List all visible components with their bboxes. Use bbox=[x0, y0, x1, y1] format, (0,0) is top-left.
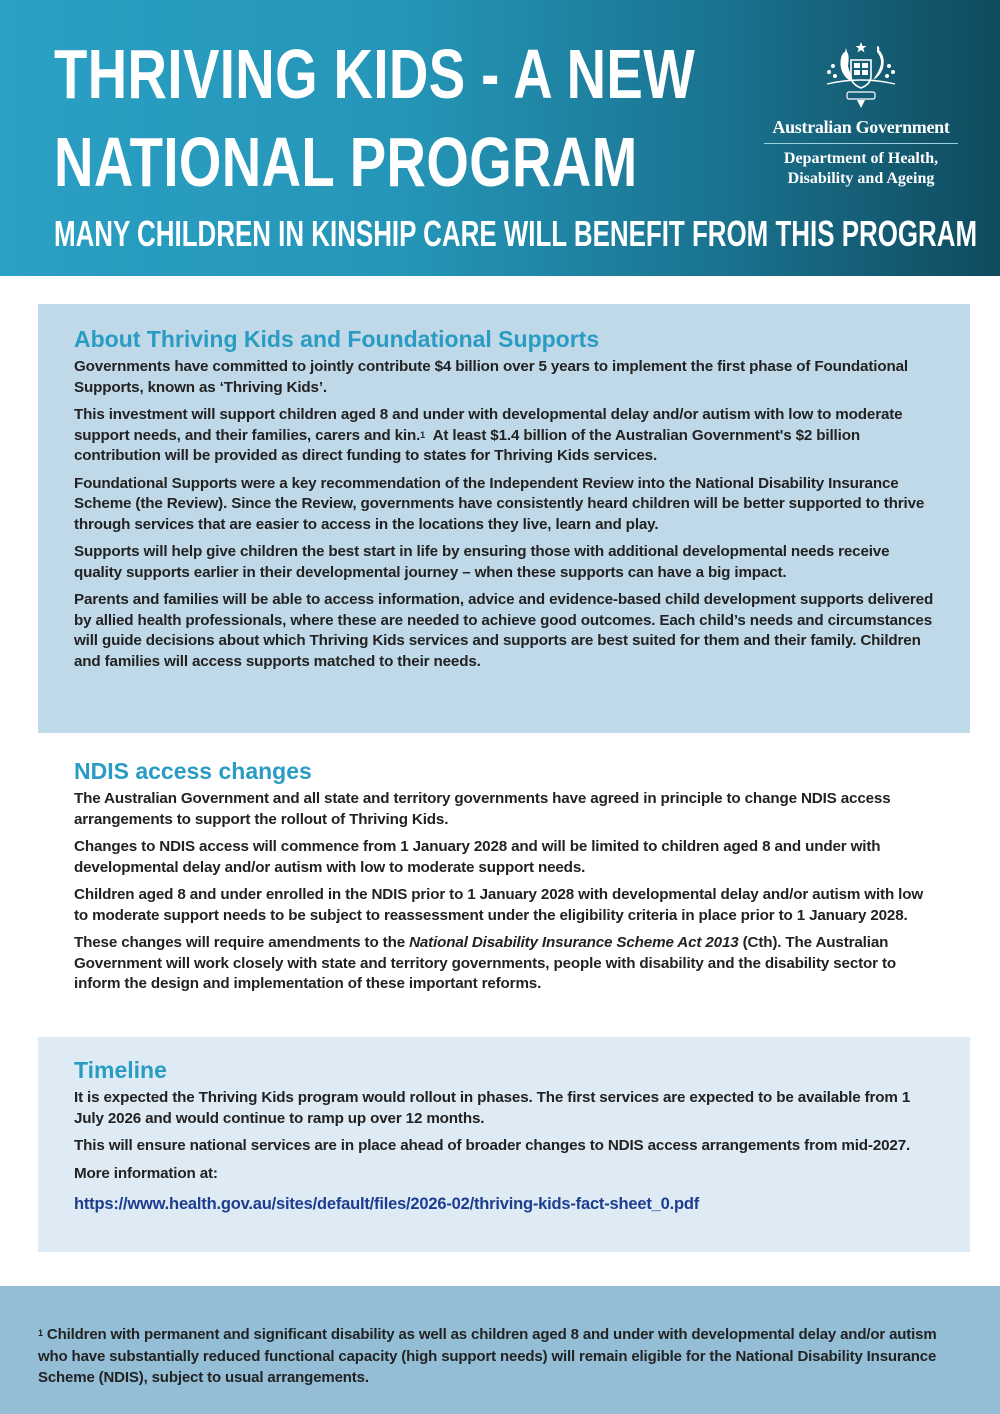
ndis-section bbox=[38, 750, 970, 1025]
about-paragraph-1: Governments have committed to jointly contribute $4 billion over 5 years to implement the first phase of Foundational Supports, known as ‘Thriving Kids’. bbox=[74, 358, 908, 396]
department-line-2: Disability and Ageing bbox=[787, 170, 935, 187]
ndis-act-after: (Cth). The Australian Government will work closely with state and territory governments, people with disability and the disability sector to inform the design and implementation of these important reforms. bbox=[74, 934, 897, 992]
footnote-reference: 1 bbox=[420, 429, 425, 440]
about-heading: About Thriving Kids and Foundational Supports bbox=[74, 326, 600, 352]
ndis-heading: NDIS access changes bbox=[74, 758, 312, 784]
footnote-body: Children with permanent and significant disability as well as children aged 8 and under with developmental delay and/or autism who have substantially reduced functional capacity (high support needs) will remain eligible for the National Disability Insurance Scheme (NDIS), subject to usual arrangements. bbox=[38, 1326, 937, 1386]
ndis-paragraph-3: Children aged 8 and under enrolled in the NDIS prior to 1 January 2028 with developmental delay and/or autism with low to moderate support needs to be subject to reassessment under the eligibility criteria in place prior to 1 January 2028. bbox=[74, 886, 924, 924]
timeline-paragraph-2: This will ensure national services are in place ahead of broader changes to NDIS access arrangements from mid-2027. bbox=[74, 1137, 911, 1154]
footnote-marker: 1 bbox=[38, 1328, 43, 1338]
about-paragraph-4: Supports will help give children the best start in life by ensuring those with additional developmental needs receive quality supports earlier in their developmental journey – when these supports can have a big impact. bbox=[74, 543, 890, 581]
footnote-text bbox=[38, 1324, 962, 1389]
about-paragraph-2a: This investment will support children aged 8 and under with developmental delay and/or autism with low to moderate support needs, and their families, carers and kin. bbox=[74, 406, 903, 444]
timeline-section bbox=[38, 1037, 970, 1252]
header-banner bbox=[0, 0, 1000, 276]
ndis-paragraph-1: The Australian Government and all state and territory governments have agreed in principle to change NDIS access arrangements to support the rollout of Thriving Kids. bbox=[74, 790, 891, 828]
page-title bbox=[54, 30, 696, 206]
logo-divider bbox=[764, 143, 958, 144]
department-line-1: Department of Health, bbox=[783, 150, 939, 167]
about-paragraph-2b: At least $1.4 billion of the Australian Government's $2 billion contribution will be provided as direct funding to states for Thriving Kids services. bbox=[74, 426, 860, 464]
more-info-label: More information at: bbox=[74, 1164, 218, 1182]
about-paragraph-3: Foundational Supports were a key recommendation of the Independent Review into the National Disability Insurance Scheme (the Review). Since the Review, governments have consistently heard children will be better supported to thrive through services that are easier to access in the locations they live, learn and play. bbox=[74, 474, 925, 533]
coat-of-arms-icon bbox=[811, 40, 911, 110]
ndis-paragraph-4 bbox=[74, 933, 934, 995]
ndis-paragraph-2: Changes to NDIS access will commence from 1 January 2028 and will be limited to children aged 8 and under with developmental delay and/or autism with low to moderate support needs. bbox=[74, 838, 881, 876]
about-section bbox=[38, 304, 970, 733]
title-line-1: THRIVING KIDS - A NEW bbox=[54, 35, 696, 113]
timeline-paragraph-1: It is expected the Thriving Kids program would rollout in phases. The first services are expected to be available from 1 July 2026 and would continue to ramp up over 12 months. bbox=[74, 1089, 911, 1127]
ndis-act-before: These changes will require amendments to the bbox=[74, 934, 410, 951]
title-line-2: NATIONAL PROGRAM bbox=[54, 123, 638, 201]
government-logo bbox=[762, 40, 960, 189]
fact-sheet-link[interactable]: https://www.health.gov.au/sites/default/files/2026-02/thriving-kids-fact-sheet_0.pdf bbox=[74, 1195, 700, 1213]
footnote-footer bbox=[0, 1286, 1000, 1414]
ndis-act-name: National Disability Insurance Scheme Act 2013 bbox=[409, 934, 739, 951]
timeline-heading: Timeline bbox=[74, 1057, 167, 1083]
government-name: Australian Government bbox=[772, 117, 950, 137]
about-paragraph-5: Parents and families will be able to access information, advice and evidence-based child development supports delivered by allied health professionals, where these are needed to achieve good outcomes. Each child’s needs and circumstances will guide decisions about which Thriving Kids services and supports are best suited for them and their family. Children and families will access supports matched to their needs. bbox=[74, 591, 934, 670]
page-subtitle: MANY CHILDREN IN KINSHIP CARE WILL BENEFIT FROM THIS PROGRAM bbox=[54, 213, 978, 254]
about-paragraph-2 bbox=[74, 405, 934, 467]
